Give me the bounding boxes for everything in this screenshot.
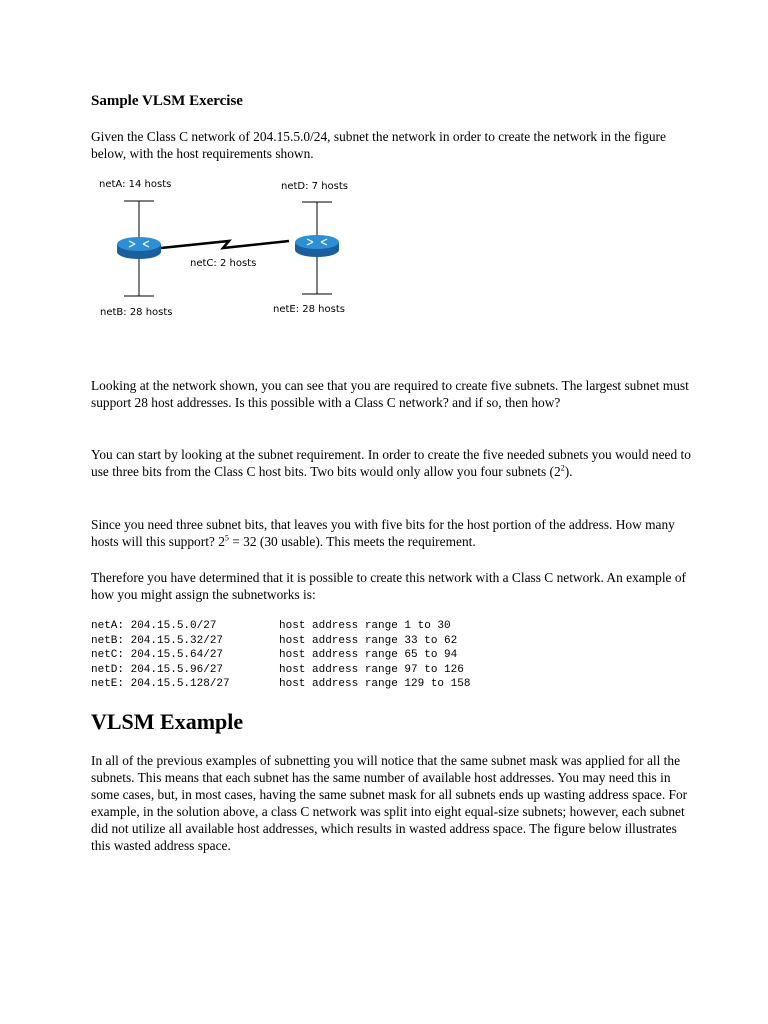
subnet-range: host address range 33 to 62 [279,634,458,647]
subnet-row [91,619,691,634]
paragraph-five-subnets: Looking at the network shown, you can see that you are required to create five subnets. The largest subnet must support 28 host addresses. Is this possible with a Class C network? and if so, then how? [91,378,689,410]
subnet-range: host address range 97 to 126 [279,663,464,676]
label-netb: netB: 28 hosts [100,307,173,318]
subnet-row [91,648,691,663]
subnet-assignment-list [91,619,691,692]
paragraph-assign-subnetworks: Therefore you have determined that it is possible to create this network with a Class C network. An example of how you might assign the subnetworks is: [91,570,686,602]
subnet-range: host address range 129 to 158 [279,678,471,690]
label-netc: netC: 2 hosts [190,258,257,269]
subnet-network: netB: 204.15.5.32/27 [91,634,224,647]
router-icon [117,237,161,259]
subnet-range: host address range 1 to 30 [279,620,451,632]
subnet-network: netC: 204.15.5.64/27 [91,649,224,661]
subnet-network: netD: 204.15.5.96/27 [91,663,224,676]
subnet-row [91,677,691,692]
vlsm-example-heading: VLSM Example [91,709,244,734]
text-run: Since you need three subnet bits, that leaves you with five bits for the host portion of the address. How many hosts will this support? 2 [91,517,675,549]
text-run: = 32 (30 usable). This meets the requirement. [228,534,476,549]
subnet-network: netE: 204.15.5.128/27 [91,678,230,690]
subnet-range: host address range 65 to 94 [279,649,458,661]
subnet-network: netA: 204.15.5.0/27 [91,620,217,632]
paragraph-host-bits [91,516,691,550]
subnet-row [91,634,691,649]
section-title: Sample VLSM Exercise [91,93,243,109]
superscript: 5 [224,533,229,543]
label-neta: netA: 14 hosts [99,179,172,190]
intro-paragraph: Given the Class C network of 204.15.5.0/24, subnet the network in order to create the network in the figure below, with the host requirements shown. [91,129,666,161]
paragraph-subnet-requirement [91,446,691,480]
router-icon [295,235,339,257]
network-diagram [91,170,381,330]
label-nete: netE: 28 hosts [273,304,345,315]
text-run: You can start by looking at the subnet requirement. In order to create the five needed subnets you would need to use three bits from the Class C host bits. Two bits would only allow you four subnets (2 [91,447,691,479]
subnet-row [91,663,691,678]
text-run: ). [564,464,573,479]
serial-link-icon [161,241,289,248]
label-netd: netD: 7 hosts [281,181,348,192]
paragraph-vlsm-example: In all of the previous examples of subnetting you will notice that the same subnet mask was applied for all the subnets. This means that each subnet has the same number of available host addresses. You may need this in some cases, but, in most cases, having the same subnet mask for all subnets ends up wasting address space. For example, in the solution above, a class C network was split into eight equal-size subnets; however, each subnet did not utilize all available host addresses, which results in wasted address space. The figure below illustrates this wasted address space. [91,753,688,853]
superscript: 2 [560,463,565,473]
